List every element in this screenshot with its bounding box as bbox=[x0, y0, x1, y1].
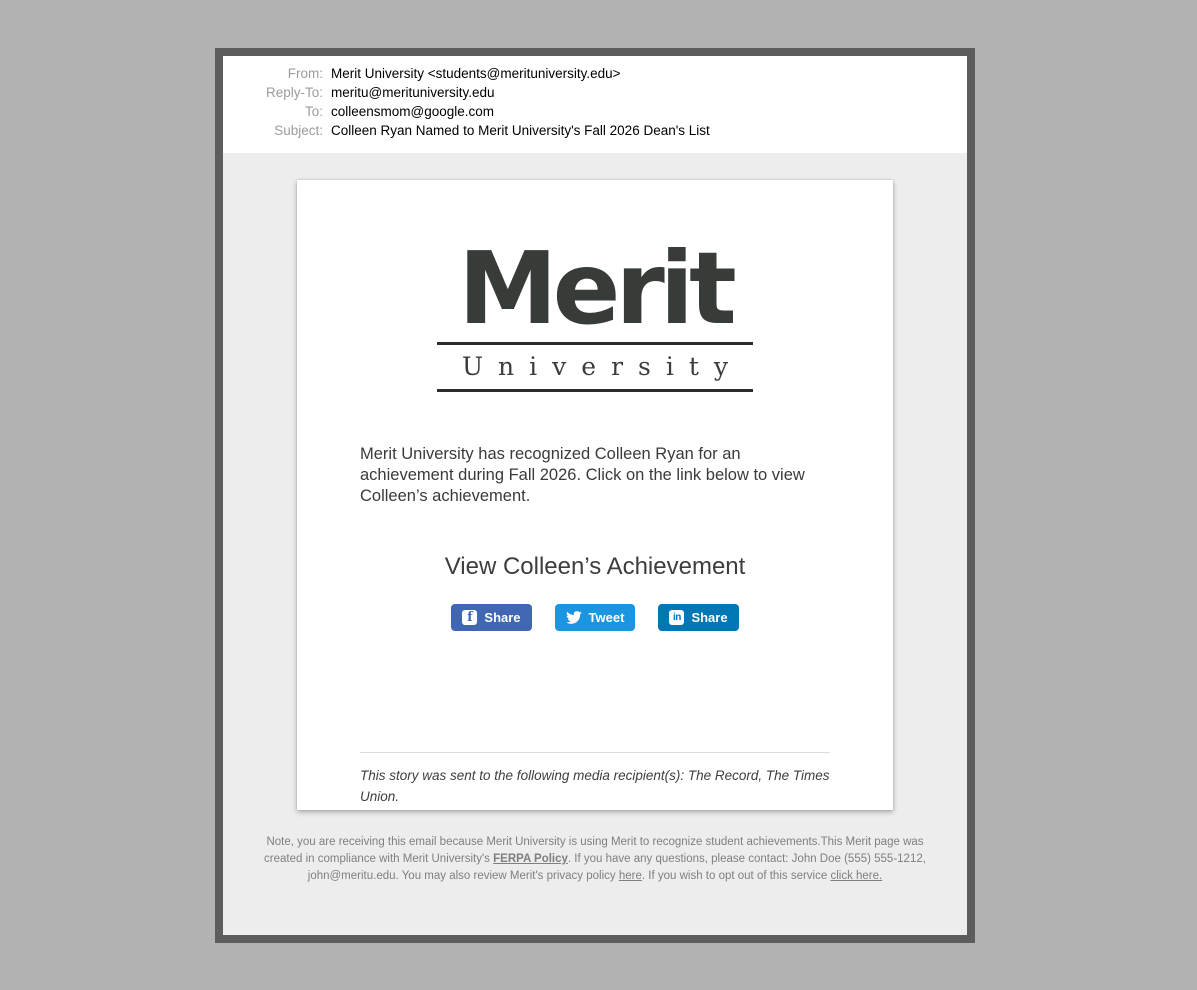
facebook-share-button[interactable] bbox=[451, 604, 531, 631]
compliance-footer bbox=[257, 834, 933, 885]
header-row-reply-to bbox=[223, 83, 955, 102]
merit-university-logo bbox=[360, 230, 830, 392]
facebook-share-label: Share bbox=[484, 610, 521, 625]
linkedin-icon: in bbox=[669, 610, 684, 625]
header-row-subject bbox=[223, 121, 955, 140]
header-value-reply-to: meritu@merituniversity.edu bbox=[331, 85, 495, 100]
header-value-from: Merit University <students@merituniversity.edu> bbox=[331, 66, 621, 81]
intro-paragraph: Merit University has recognized Colleen Ryan for an achievement during Fall 2026. Click on the link below to view Colleen’s achievement. bbox=[360, 445, 805, 505]
email-card bbox=[297, 180, 893, 810]
footer-text-2: . If you have any questions, please contact: John Doe (555) 555-1212, john@meritu.edu. You may also review Merit's privacy policy bbox=[307, 853, 926, 882]
header-label-reply-to: Reply-To: bbox=[265, 85, 323, 100]
email-headers bbox=[223, 56, 967, 153]
logo-band bbox=[437, 342, 753, 392]
header-label-from: From: bbox=[287, 66, 323, 81]
logo-wordmark: Merit bbox=[458, 230, 732, 347]
footer-text-1: Note, you are receiving this email because Merit University is using Merit to recognize student achievements.This Merit page was created in compliance with Merit University's bbox=[264, 836, 924, 865]
header-value-subject: Colleen Ryan Named to Merit University's Fall 2026 Dean's List bbox=[331, 123, 710, 138]
linkedin-share-label: Share bbox=[691, 610, 728, 625]
opt-out-click-here-link[interactable]: click here. bbox=[830, 870, 883, 882]
email-preview-window bbox=[215, 48, 975, 943]
view-achievement-link[interactable]: View Colleen’s Achievement bbox=[444, 553, 746, 580]
privacy-policy-here-link[interactable]: here bbox=[618, 870, 642, 882]
header-label-subject: Subject: bbox=[274, 123, 323, 138]
header-row-to bbox=[223, 102, 955, 121]
header-value-to: colleensmom@google.com bbox=[331, 104, 495, 119]
card-divider bbox=[360, 752, 830, 753]
media-recipients-note: This story was sent to the following media recipient(s): The Record, The Times Union. bbox=[360, 768, 830, 804]
ferpa-policy-link[interactable]: FERPA Policy bbox=[493, 853, 568, 865]
header-row-from bbox=[223, 64, 955, 83]
facebook-icon: f bbox=[462, 610, 477, 625]
twitter-tweet-label: Tweet bbox=[588, 610, 625, 625]
footer-text-3: . If you wish to opt out of this service bbox=[641, 870, 831, 882]
twitter-tweet-button[interactable] bbox=[555, 604, 636, 631]
linkedin-share-button[interactable] bbox=[658, 604, 738, 631]
header-label-to: To: bbox=[304, 104, 323, 119]
logo-subtitle: University bbox=[461, 352, 744, 381]
twitter-bird-icon bbox=[566, 611, 582, 624]
share-buttons-row bbox=[360, 604, 830, 631]
